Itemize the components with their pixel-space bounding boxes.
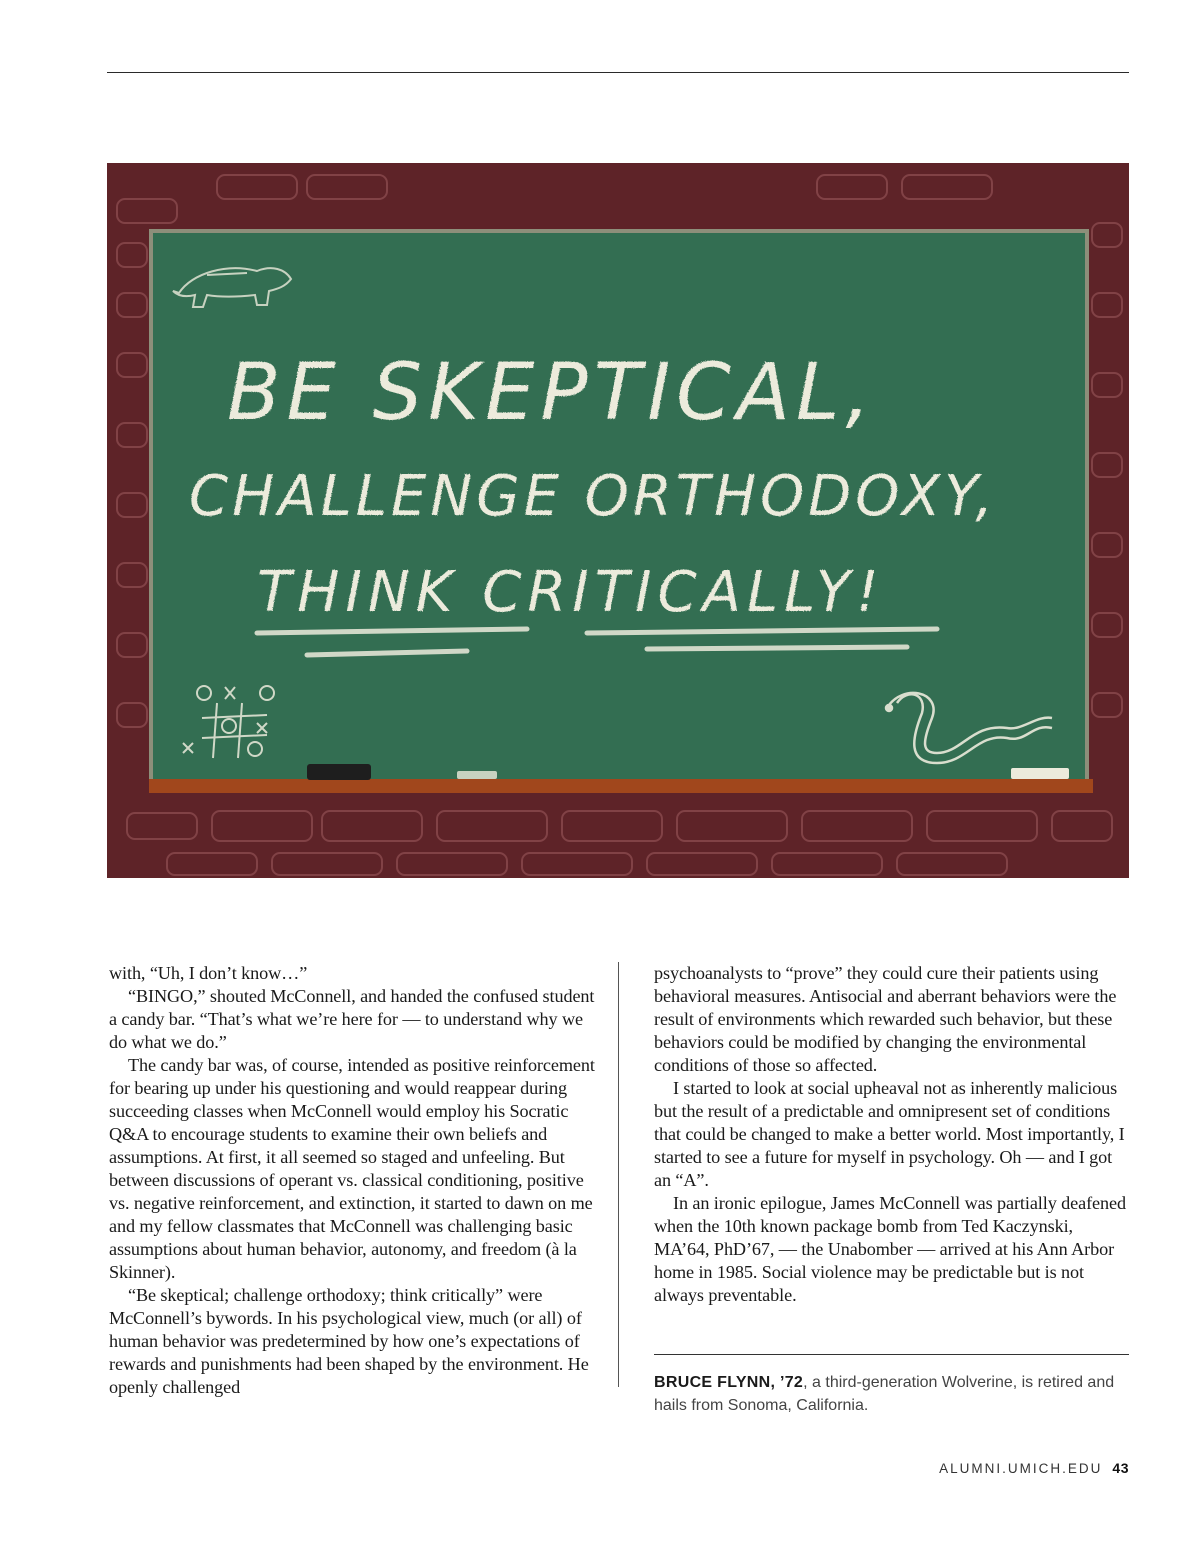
eraser: [307, 764, 371, 780]
paragraph: “BINGO,” shouted McConnell, and handed the confused student a candy bar. “That’s what we’re here for — to understand why we do what we do.”: [109, 986, 595, 1052]
chalk-line-2: CHALLENGE ORTHODOXY,: [189, 464, 997, 529]
author-bio: [654, 1351, 1129, 1417]
chalk-stick: [1011, 768, 1069, 779]
page-number: 43: [1112, 1460, 1129, 1476]
column-divider: [618, 962, 619, 1387]
chalk-line-3: THINK CRITICALLY!: [257, 560, 885, 625]
paragraph: with, “Uh, I don’t know…”: [109, 963, 308, 983]
chalk-stick-small: [457, 771, 497, 779]
paragraph: psychoanalysts to “prove” they could cure their patients using behavioral measures. Antisocial and aberrant behaviors were the result of environments which rewarded such behavior, but these behaviors could be modified by changing the environmental conditions of those so affected.: [654, 963, 1117, 1075]
chalk-line-1: BE SKEPTICAL,: [227, 348, 877, 438]
chalkboard-illustration: [107, 163, 1129, 878]
top-rule: [107, 72, 1129, 73]
paragraph: In an ironic epilogue, James McConnell was partially deafened when the 10th known package bomb from Ted Kaczynski, MA’64, PhD’67, — the Unabomber — arrived at his Ann Arbor home in 1985. Social violence may be predictable but is not always preventable.: [654, 1193, 1126, 1305]
article-left-column: [109, 962, 595, 1399]
site-url: ALUMNI.UMICH.EDU: [939, 1461, 1103, 1476]
paragraph: The candy bar was, of course, intended as positive reinforcement for bearing up under his questioning and would reappear during succeeding classes when McConnell would employ his Socratic Q&A to encourage students to examine their own beliefs and assumptions. At first, it all seemed so staged and unfeeling. But between discussions of operant vs. classical conditioning, positive vs. negative reinforcement, and extinction, it started to dawn on me and my fellow classmates that McConnell was challenging basic assumptions about human behavior, autonomy, and freedom (à la Skinner).: [109, 1055, 595, 1282]
article-right-column: [654, 962, 1129, 1307]
author-bio-text: , a third-generation Wolverine, is retired and hails from Sonoma, California.: [654, 1374, 1115, 1414]
page-footer: [939, 1460, 1129, 1476]
paragraph: “Be skeptical; challenge orthodoxy; think critically” were McConnell’s bywords. In his psychological view, much (or all) of human behavior was predetermined by how one’s expectations of rewards and punishments had been shaped by the environment. He openly challenged: [109, 1285, 589, 1397]
chalk-tray: [149, 779, 1093, 793]
paragraph: I started to look at social upheaval not as inherently malicious but the result of a predictable and omnipresent set of conditions that could be changed to make a better world. Most importantly, I started to see a future for myself in psychology. Oh — and I got an “A”.: [654, 1078, 1125, 1190]
author-name: BRUCE FLYNN, ’72: [654, 1374, 804, 1391]
